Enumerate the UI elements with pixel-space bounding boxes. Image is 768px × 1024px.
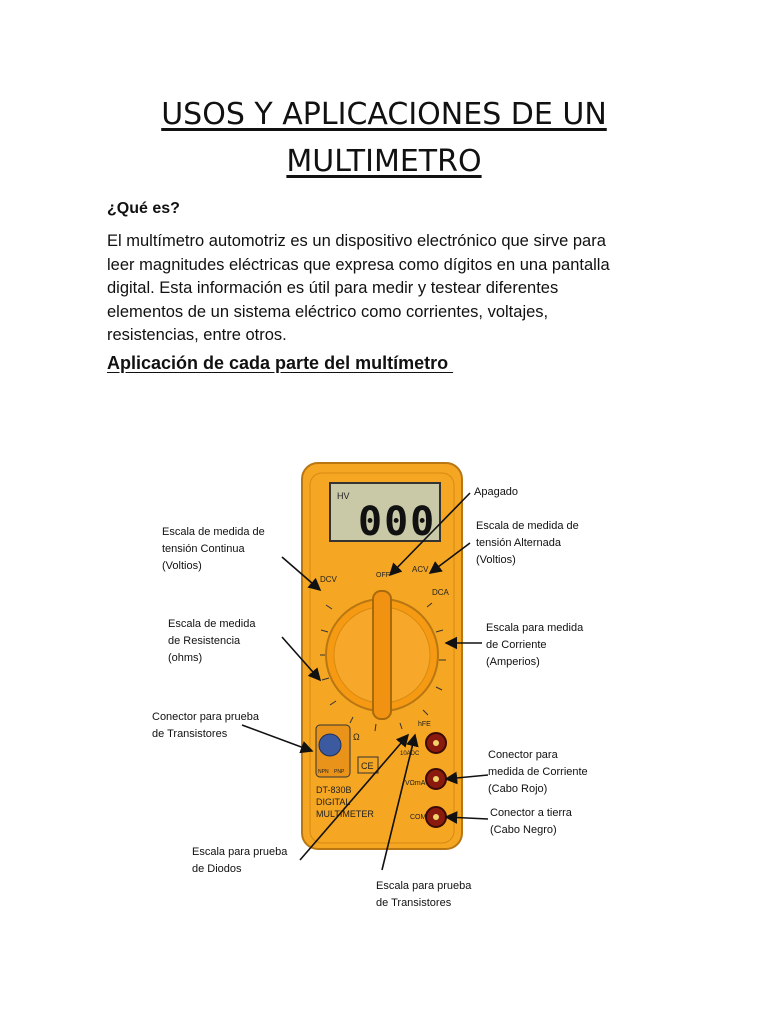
pnp-label: PNP	[334, 769, 345, 775]
label-corriente	[486, 622, 586, 668]
label-line: de Corriente	[486, 639, 547, 651]
label-line: de Diodos	[192, 863, 242, 875]
page-title-line-1: USOS Y APLICACIONES DE UN	[161, 97, 607, 132]
paragraph-line: digital. Esta información es útil para medir y testear diferentes	[107, 279, 559, 297]
section-subheading: Aplicación de cada parte del multímetro	[107, 353, 454, 373]
label-line: Escala de medida de	[162, 526, 265, 538]
model-line-3: MULTIMETER	[316, 809, 374, 819]
label-line: (Cabo Rojo)	[488, 783, 548, 795]
question-heading: ¿Qué es?	[107, 200, 180, 217]
acv-scale-label: ACV	[412, 565, 429, 574]
label-line: Escala de medida de	[476, 520, 579, 532]
paragraph-line: El multímetro automotriz es un dispositivo electrónico que sirve para	[107, 232, 606, 250]
label-line: tensión Continua	[162, 543, 245, 555]
paragraph-line: resistencias, entre otros.	[107, 326, 287, 344]
off-label: OFF	[376, 572, 390, 579]
npn-label: NPN	[318, 769, 329, 775]
dcv-scale-label: DCV	[320, 575, 337, 584]
model-line-2: DIGITAL	[316, 797, 351, 807]
label-line: Conector a tierra	[490, 807, 572, 819]
label-line: medida de Corriente	[488, 766, 588, 778]
label-line: (ohms)	[168, 652, 203, 664]
label-line: de Resistencia	[168, 635, 241, 647]
dial-knob[interactable]	[373, 591, 391, 719]
page-title-line-2: MULTIMETRO	[286, 144, 482, 179]
label-apagado: Apagado	[474, 486, 519, 498]
ohm-scale-label: Ω	[353, 732, 360, 742]
label-line: (Amperios)	[486, 656, 540, 668]
label-line: Escala para prueba	[192, 846, 288, 858]
jack-com-label: COM	[410, 814, 427, 821]
label-conector-corriente	[488, 749, 591, 795]
label-tension-continua	[162, 526, 268, 572]
lcd-hv-indicator: HV	[337, 491, 350, 501]
label-line: tensión Alternada	[476, 537, 562, 549]
multimeter-diagram	[140, 455, 620, 915]
label-line: Escala para medida	[486, 622, 584, 634]
paragraph-line: leer magnitudes eléctricas que expresa como dígitos en una pantalla	[107, 255, 610, 274]
label-resistencia	[168, 618, 259, 664]
dca-scale-label: DCA	[432, 588, 449, 597]
svg-text:CE: CE	[361, 761, 374, 771]
jack-10adc-label: 10ADC	[400, 751, 420, 757]
label-line: (Voltios)	[162, 560, 202, 572]
label-line: Conector para prueba	[152, 711, 260, 723]
label-tension-alternada	[476, 520, 582, 566]
label-line: Conector para	[488, 749, 558, 761]
label-diodos	[192, 846, 290, 875]
jack-vma-label: VΩmA	[405, 780, 426, 787]
label-line: (Cabo Negro)	[490, 824, 557, 836]
hfe-scale-label: hFE	[418, 721, 431, 728]
label-line: de Transistores	[152, 728, 228, 740]
model-label: DT-830B	[316, 785, 352, 795]
definition-paragraph	[107, 230, 707, 348]
lcd-digits: 000	[358, 499, 437, 545]
paragraph-line: elementos de un sistema eléctrico como corrientes, voltajes,	[107, 302, 549, 321]
label-line: Escala para prueba	[376, 880, 472, 892]
label-line: de Transistores	[376, 897, 452, 909]
label-line: (Voltios)	[476, 554, 516, 566]
label-line: Escala de medida	[168, 618, 256, 630]
label-conector-tierra	[490, 807, 575, 836]
label-prueba-transistores	[376, 880, 474, 909]
